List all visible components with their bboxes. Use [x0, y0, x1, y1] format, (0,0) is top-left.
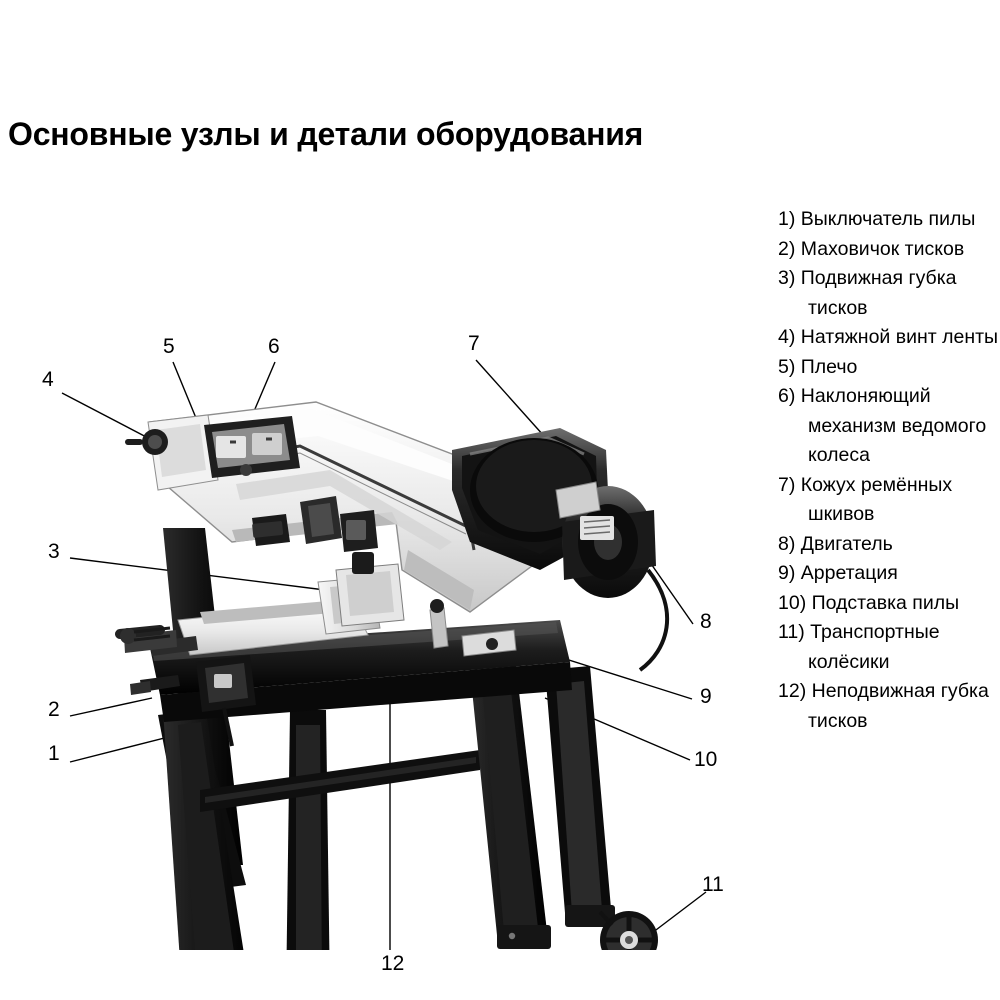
legend-item-11: [778, 618, 1000, 677]
electric-motor: [556, 482, 667, 670]
legend-label-4: Натяжной винт ленты: [800, 326, 999, 348]
legend-item-10: [778, 589, 1000, 619]
bandsaw-illustration: [0, 150, 780, 950]
legend-num-4: 4): [778, 326, 796, 348]
callout-6: 6: [268, 335, 280, 358]
legend-label-1: Выключатель пилы: [800, 208, 976, 230]
legend-label-7: Кожух ремённых шкивов: [800, 473, 953, 525]
legend-num-1: 1): [778, 208, 796, 230]
legend-num-9: 9): [778, 562, 796, 584]
legend-num-11: 11): [778, 621, 805, 643]
legend-item-5: [778, 353, 1000, 383]
callout-2: 2: [48, 698, 60, 721]
legend-item-9: [778, 559, 1000, 589]
equipment-diagram: [0, 150, 780, 975]
callout-5: 5: [163, 335, 175, 358]
legend-label-2: Маховичок тисков: [800, 237, 965, 260]
legend-label-5: Плечо: [800, 355, 858, 378]
legend-item-4: [778, 323, 1000, 353]
legend-num-7: 7): [778, 473, 796, 496]
callout-8: 8: [700, 610, 712, 633]
legend-label-9: Арретация: [800, 562, 898, 584]
callout-9: 9: [700, 685, 712, 708]
legend-label-11: Транспортные колёсики: [808, 621, 940, 673]
legend-label-12: Неподвижная губка тисков: [808, 680, 989, 732]
blade-tension-screw: [128, 429, 168, 455]
legend-item-12: [778, 677, 1000, 736]
callout-1: 1: [48, 742, 60, 765]
legend-label-3: Подвижная губка тисков: [800, 267, 957, 319]
legend-item-8: [778, 530, 1000, 560]
callout-7: 7: [468, 332, 480, 355]
legend-label-6: Наклоняющий механизм ведомого колеса: [800, 385, 987, 466]
callout-10: 10: [694, 748, 718, 771]
wheel-tilt-mechanism: [204, 416, 300, 478]
legend-item-7: [778, 471, 1000, 530]
legend-num-5: 5): [778, 355, 796, 378]
legend-num-2: 2): [778, 237, 796, 260]
callout-4: 4: [42, 368, 54, 391]
legend-num-3: 3): [778, 267, 796, 289]
legend-item-2: [778, 235, 1000, 265]
callout-12: 12: [381, 952, 405, 975]
callout-11: 11: [702, 873, 724, 896]
legend-num-8: 8): [778, 532, 796, 555]
legend-num-12: 12): [778, 680, 807, 702]
legend-num-6: 6): [778, 385, 796, 407]
legend-item-3: [778, 264, 1000, 323]
legend-item-6: [778, 382, 1000, 471]
legend-label-10: Подставка пилы: [811, 591, 960, 614]
legend-label-8: Двигатель: [800, 532, 893, 555]
parts-legend: [778, 205, 1000, 736]
legend-item-1: [778, 205, 1000, 235]
callout-3: 3: [48, 540, 60, 563]
page-title: Основные узлы и детали оборудования: [8, 116, 644, 153]
legend-num-10: 10): [778, 591, 807, 614]
